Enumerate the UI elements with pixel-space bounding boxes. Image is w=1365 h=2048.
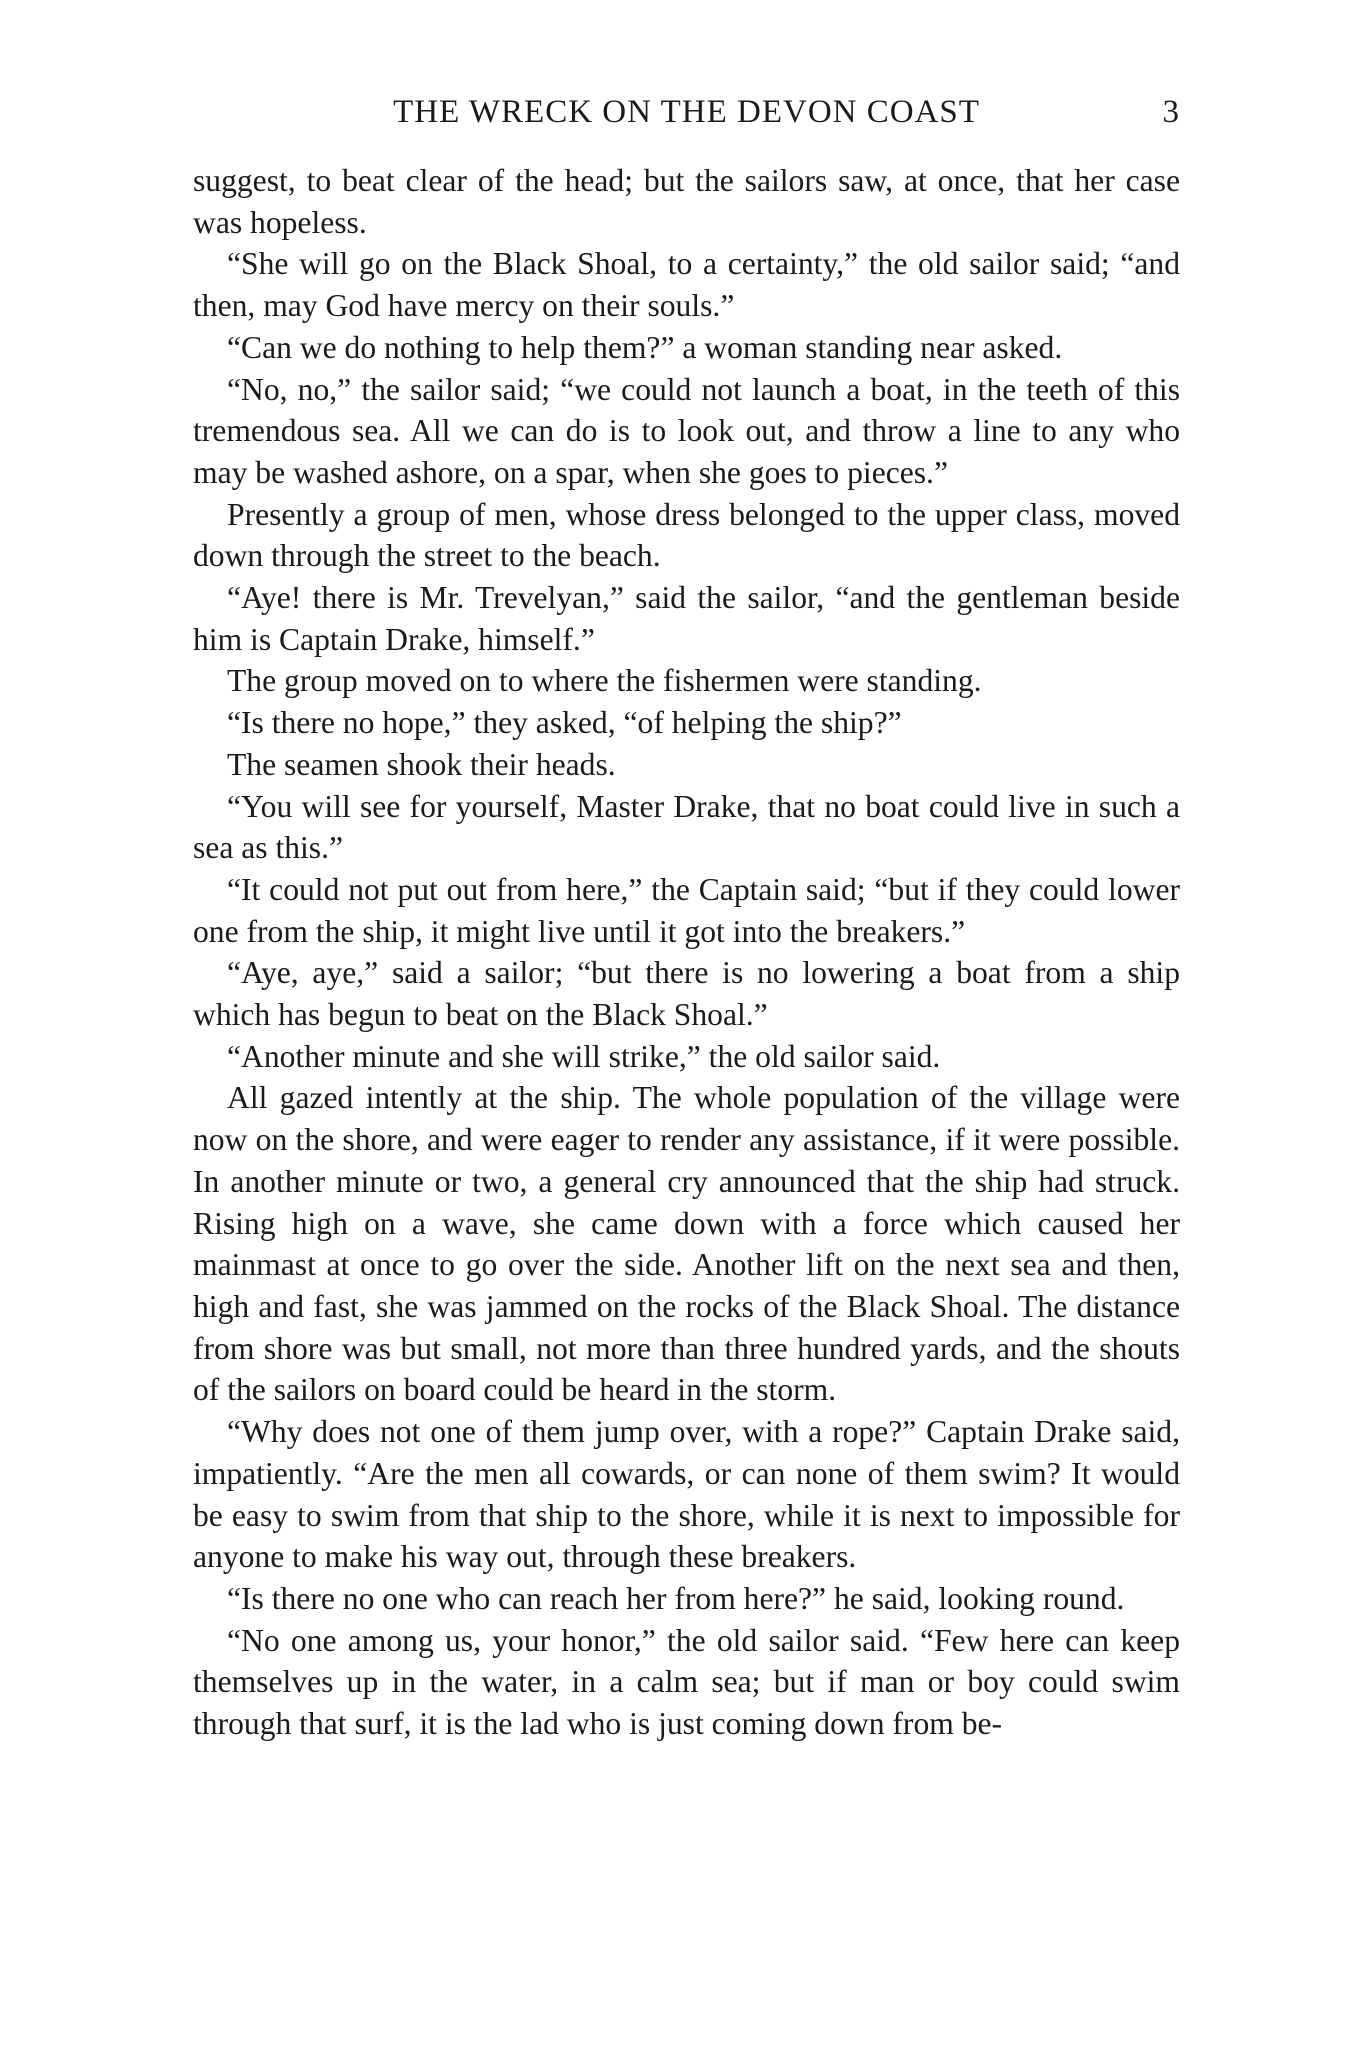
paragraph: “She will go on the Black Shoal, to a certainty,” the old sailor said; “and then, may God have mercy on their souls.” (193, 246, 1180, 324)
paragraph: “Why does not one of them jump over, with a rope?” Captain Drake said, impatiently. “Are the men all cowards, or can none of them swim? It would be easy to swim from that ship to the shore, while it is next to impossible for anyone to make his way out, through these breakers. (193, 1414, 1180, 1575)
paragraph: The seamen shook their heads. (227, 746, 616, 782)
paragraph: “No, no,” the sailor said; “we could not launch a boat, in the teeth of this tremendous sea. All we can do is to look out, and throw a line to any who may be washed ashore, on a spar, when she goes to pieces.” (193, 371, 1180, 490)
paragraph: “Is there no one who can reach her from here?” he said, looking round. (227, 1580, 1125, 1616)
paragraph: “It could not put out from here,” the Captain said; “but if they could lower one from the ship, it might live until it got into the breakers.” (193, 871, 1180, 949)
body-text (193, 160, 1180, 1745)
paragraph: “Aye! there is Mr. Trevelyan,” said the sailor, “and the gentleman beside him is Captain Drake, himself.” (193, 580, 1180, 657)
paragraph: “Is there no hope,” they asked, “of helping the ship?” (227, 705, 902, 741)
paragraph: “Can we do nothing to help them?” a woman standing near asked. (227, 329, 1063, 365)
running-title: THE WRECK ON THE DEVON COAST (393, 94, 980, 130)
running-head (193, 88, 1180, 138)
paragraph: suggest, to beat clear of the head; but the sailors saw, at once, that her case was hopeless. (193, 163, 1180, 240)
paragraph: “Aye, aye,” said a sailor; “but there is no lowering a boat from a ship which has begun to beat on the Black Shoal.” (193, 955, 1180, 1033)
paragraph: The group moved on to where the fishermen were standing. (227, 663, 982, 699)
page-number: 3 (1162, 94, 1180, 130)
paragraph: “No one among us, your honor,” the old sailor said. “Few here can keep themselves up in the water, in a calm sea; but if man or boy could swim through that surf, it is the lad who is just coming down from be- (193, 1622, 1180, 1742)
paragraph: Presently a group of men, whose dress belonged to the upper class, moved down through the street to the beach. (193, 496, 1180, 574)
paragraph: “Another minute and she will strike,” the old sailor said. (227, 1038, 941, 1074)
paragraph: “You will see for yourself, Master Drake, that no boat could live in such a sea as this.” (193, 788, 1180, 866)
paragraph: All gazed intently at the ship. The whole population of the village were now on the shore, and were eager to render any assistance, if it were possible. In another minute or two, a general cry announced that the ship had struck. Rising high on a wave, she came down with a force which caused her mainmast at once to go over the side. Another lift on the next sea and then, high and fast, she was jammed on the rocks of the Black Shoal. The distance from shore was but small, not more than three hundred yards, and the shouts of the sailors on board could be heard in the storm. (193, 1080, 1180, 1408)
